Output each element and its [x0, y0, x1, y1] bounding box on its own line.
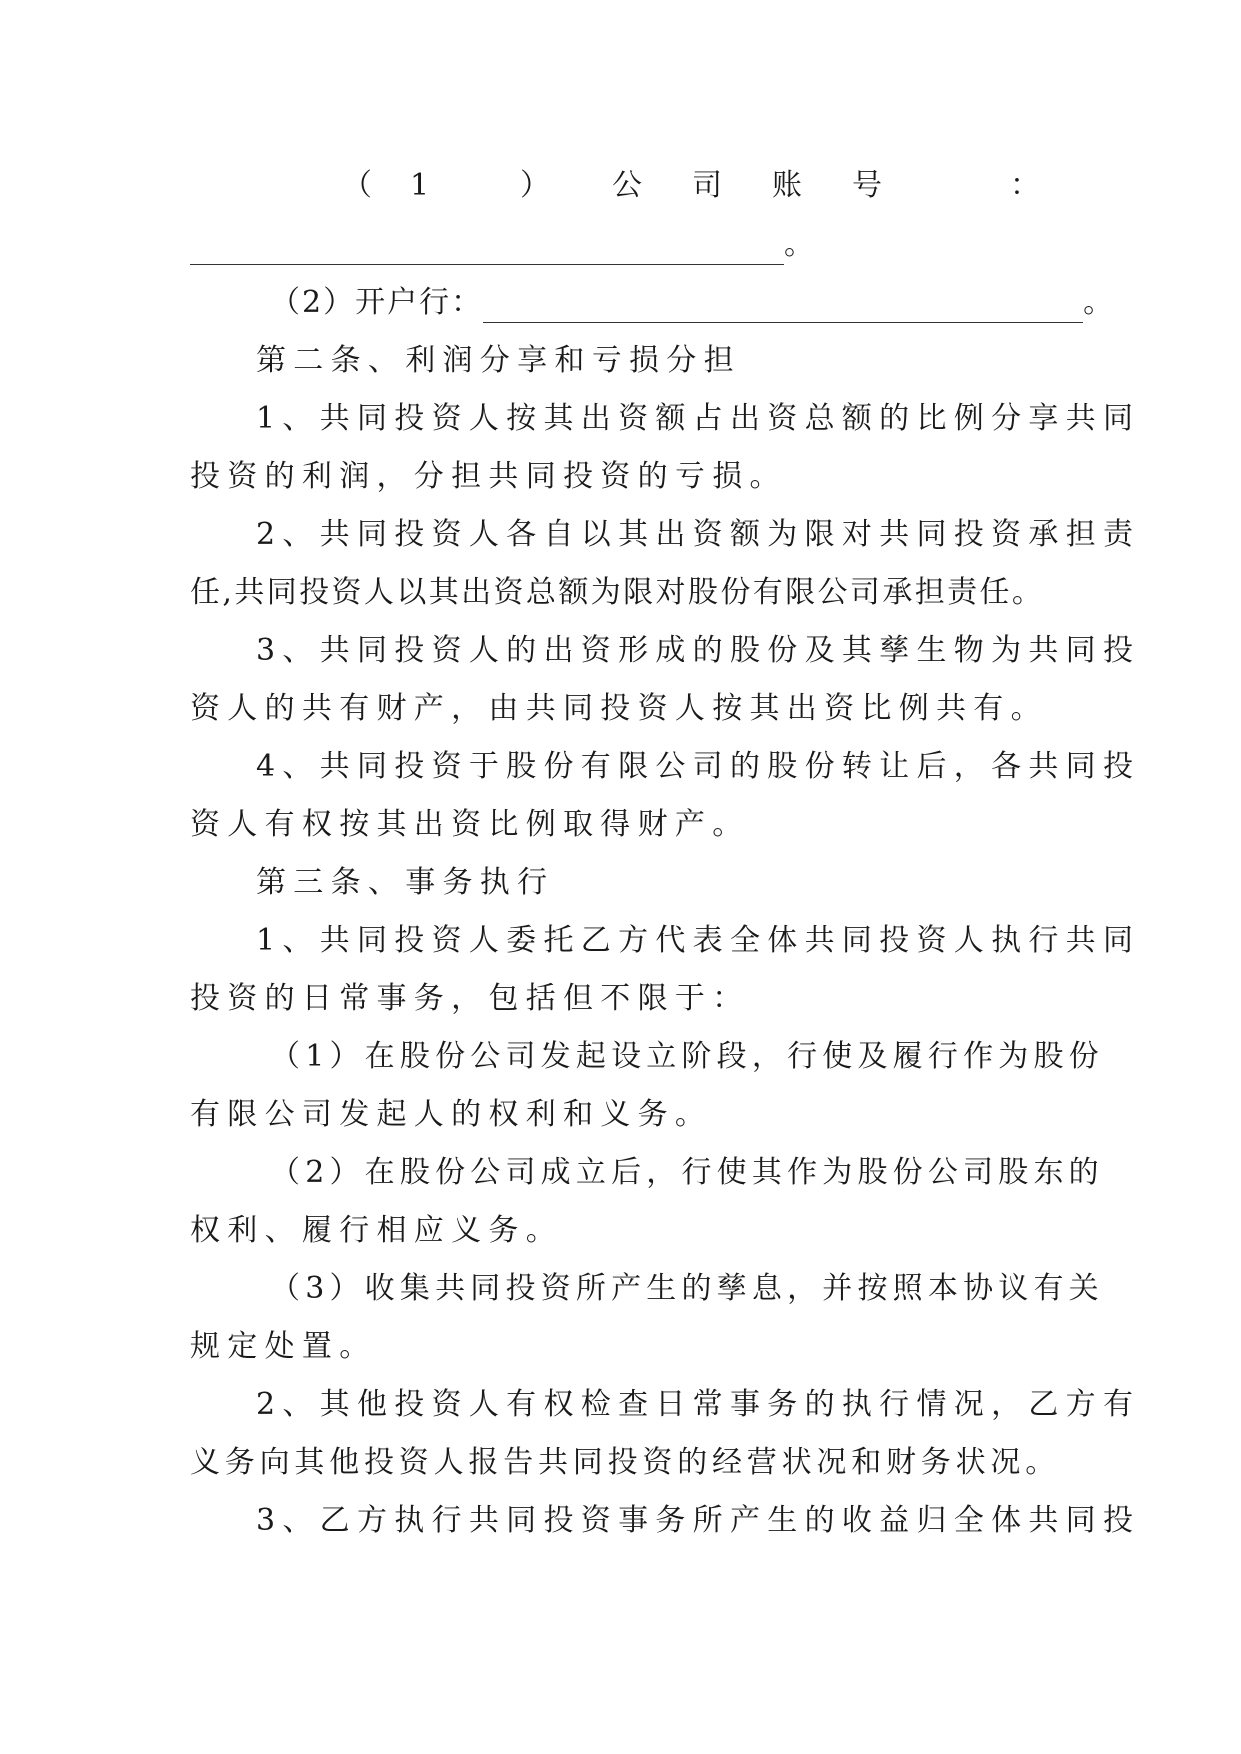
paragraph-line: 权利、履行相应义务。 — [190, 1213, 563, 1248]
paragraph-line: 3、乙方执行共同投资事务所产生的收益归全体共同投 — [256, 1503, 1141, 1538]
paragraph-line: 投资的利润，分担共同投资的亏损。 — [190, 459, 787, 494]
bank-label: （2）开户行： — [270, 285, 484, 320]
account-label-glyph: 1 — [410, 168, 430, 203]
account-label-glyph: 公 — [612, 168, 642, 203]
paragraph-line: 2、共同投资人各自以其出资额为限对共同投资承担责 — [256, 517, 1141, 552]
paragraph-line: （3）收集共同投资所产生的孳息，并按照本协议有关 — [270, 1271, 1104, 1306]
account-number-blank — [190, 234, 784, 265]
paragraph-line: 有限公司发起人的权利和义务。 — [190, 1097, 713, 1132]
bank-line — [190, 283, 1116, 323]
paragraph-line: （2）在股份公司成立后，行使其作为股份公司股东的 — [270, 1155, 1104, 1190]
account-label-glyph: ： — [1010, 168, 1040, 203]
account-label-glyph: （ — [342, 168, 372, 203]
paragraph-line: 1、共同投资人按其出资额占出资总额的比例分享共同 — [256, 401, 1141, 436]
paragraph-line: 规定处置。 — [190, 1329, 377, 1364]
paragraph-line: 1、共同投资人委托乙方代表全体共同投资人执行共同 — [256, 923, 1141, 958]
bank-blank — [483, 292, 1083, 323]
account-label-glyph: ） — [520, 168, 550, 203]
account-label-glyph: 司 — [692, 168, 722, 203]
account-number-end: 。 — [784, 227, 814, 262]
paragraph-line: 投资的日常事务，包括但不限于： — [190, 981, 750, 1016]
paragraph-line: 资人的共有财产，由共同投资人按其出资比例共有。 — [190, 691, 1048, 726]
paragraph-line: 3、共同投资人的出资形成的股份及其孳生物为共同投 — [256, 633, 1141, 668]
account-label-glyph: 号 — [852, 168, 882, 203]
section-heading: 第二条、利润分享和亏损分担 — [256, 343, 741, 378]
bank-end: 。 — [1083, 285, 1116, 320]
paragraph-line: 义务向其他投资人报告共同投资的经营状况和财务状况。 — [190, 1445, 1060, 1480]
account-label-line — [190, 166, 1050, 206]
section-heading: 第三条、事务执行 — [256, 865, 555, 900]
paragraph-line: 2、其他投资人有权检查日常事务的执行情况，乙方有 — [256, 1387, 1141, 1422]
paragraph-line: 任,共同投资人以其出资总额为限对股份有限公司承担责任。 — [190, 575, 1045, 610]
account-number-line — [190, 225, 1050, 265]
paragraph-line: （1）在股份公司发起设立阶段，行使及履行作为股份 — [270, 1039, 1104, 1074]
paragraph-line: 4、共同投资于股份有限公司的股份转让后，各共同投 — [256, 749, 1141, 784]
paragraph-line: 资人有权按其出资比例取得财产。 — [190, 807, 750, 842]
account-label-glyph: 账 — [772, 168, 802, 203]
